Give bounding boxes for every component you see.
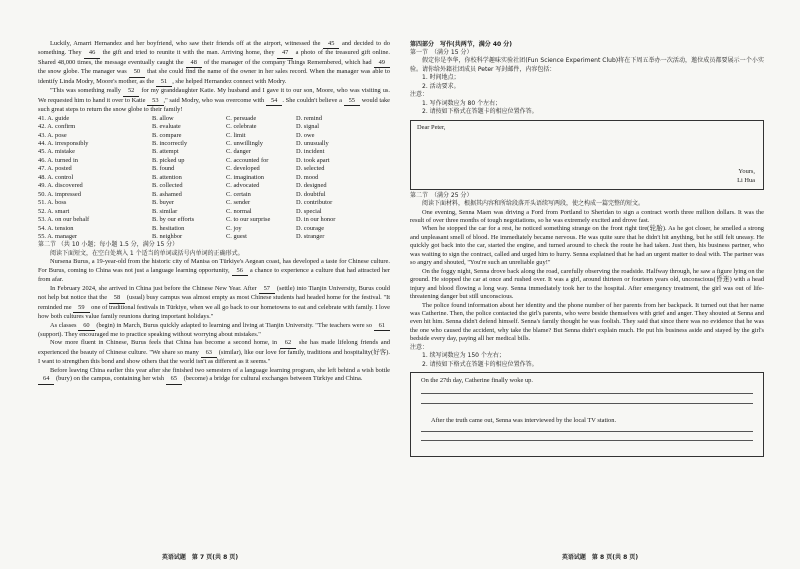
grammar-paragraph-5: Before leaving China earlier this year after she finished two semesters of a language learning program, she left behind a wish bottle 64 (bury) on the campus, containing her wish 65 (become) a bridge for cultural exchanges between Türkiye and China. [38, 367, 390, 385]
blank-58[interactable]: 58 [109, 294, 125, 303]
option-choice[interactable]: B. neighbor [152, 232, 183, 240]
option-number: 48. A. control [38, 173, 74, 181]
grammar-paragraph-1: Nursena Burus, a 19-year-old from the historic city of Manisa on Türkiye's Aegean coast, has developed a taste for Chinese culture. For Burus, coming to China was not just a language learning opportunity, 56 a chance to experience a culture that had attracted her from afar. [38, 258, 390, 284]
option-choice[interactable]: B. similar [152, 207, 178, 215]
option-choice[interactable]: B. allow [152, 114, 174, 122]
option-choice[interactable]: C. to our surprise [226, 216, 271, 224]
option-choice[interactable]: D. mood [296, 173, 319, 181]
option-number: 54. A. tension [38, 224, 74, 232]
option-choice[interactable]: B. found [152, 165, 175, 173]
cloze-paragraph-2: "This was something really 52 for my granddaughter Katie. My husband and I gave it to our son, Moore, who was visiting us. We requested him to hand it over to Katie 53 ," said Modry, who was overcome with 54 . She couldn't believe a 55 would take such great steps to return the snow globe to their family! [38, 87, 391, 114]
grammar-paragraph-2: In February 2024, she arrived in China just before the Chinese New Year. After 57 (settle) into Tianjin University, Burus could not help but notice that the 58 (usual) busy campus was almost empty as most Chinese students had headed home for the festival. "It reminded me 59 one of traditional festivals in Türkiye, when we all go back to our hometowns to eat and celebrate with family. I love how both cultures value family reunions during important holidays." [38, 284, 391, 321]
letter-signoff [737, 167, 755, 185]
grammar-paragraph-3: As classes 60 (begin) in March, Burus quickly adapted to learning and living at Tianjin University. "The teachers were so 61 (support). They encouraged me to practice speaking without worrying about mistakes." [38, 322, 390, 340]
section2-instructions: 阅读下面短文，在空白处填入 1 个适当的单词或括号内单词的正确形式。 [50, 249, 244, 257]
option-choice[interactable]: D. remind [296, 114, 322, 122]
section2-title: 第二节 （共 10 小题；每小题 1.5 分，满分 15 分） [38, 241, 179, 249]
section1-note-label: 注意： [410, 91, 429, 99]
blank-45[interactable]: 45 [323, 40, 339, 49]
story-paragraph-2: When he stopped the car for a rest, he noticed something strange on the front right tire(轮胎). As he got closer, he smelled a strong and unpleasant smell of blood. He immediately became nervous. He was quite sure that he didn't hit anything, but he still felt uneasy. He quickly got back into the car, started the engine, and turned around to check the route he had taken. Just then, his business partner, who was waiting to sign the contract, called and urged him to hurry. Senna explained that he had an urgent matter to deal with. The partner was so angry and shouted, "You're such an unreliable guy!" [410, 225, 764, 267]
option-choice[interactable]: C. limit [226, 131, 246, 139]
cloze-paragraph-1: Luckily, Amarri Hernandez and her boyfriend, who saw their friends off at the airport, witnessed the 45 and decided to do something. They 46 the gift and tried to reunite it with the man. Arriving home, they 47 a photo of the treasured gift online. Shared 48,000 times, the message eventually caught the 48 of the manager of the company Things Remembered, which had 49 the snow globe. The manager was 50 that she could find the name of the owner in her sales record. When the manager was able to identify Linda Modry, Moore's mother, as the 51 , she helped Hernandez connect with Modry. [38, 40, 390, 87]
story-paragraph-1: One evening, Senna Maen was driving a Ford from Portland to Sheridan to sign a contract worth three million dollars. It was the result of over three months of tough negotiations, so he was extremely excited and drove fast. [410, 208, 764, 224]
option-choice[interactable]: D. doubtful [296, 190, 326, 198]
letter-greeting: Dear Peter, [417, 123, 446, 131]
blank-53[interactable]: 53 [147, 97, 163, 106]
option-choice[interactable]: D. incident [296, 148, 325, 156]
option-choice[interactable]: C. danger [226, 148, 251, 156]
blank-60[interactable]: 60 [78, 322, 94, 331]
story-paragraph-3: On the foggy night, Senna drove back along the road, carefully observing the roadside. Halfway through, he saw a figure lying on the ground. He stopped the car at once and rushed over. It was a girl, around thirteen or fourteen years old, unconscious(昏迷) with a head injury and blood flowing a long way. Senna immediately took her to the hospital. After emergency treatment, the girl was out of life-threatening danger but still unconscious. [410, 267, 764, 301]
writing-line [421, 440, 753, 441]
option-number: 53. A. on our behalf [38, 216, 90, 224]
blank-52[interactable]: 52 [123, 87, 139, 96]
section1-item-1: 1. 时间地点； [422, 74, 460, 82]
blank-46[interactable]: 46 [84, 49, 100, 58]
option-choice[interactable]: C. advocated [226, 182, 260, 190]
option-choice[interactable]: D. took apart [296, 156, 330, 164]
option-choice[interactable]: B. hesitation [152, 224, 185, 232]
option-choice[interactable]: D. special [296, 207, 322, 215]
option-choice[interactable]: D. in our honor [296, 216, 336, 224]
blank-47[interactable]: 47 [277, 49, 293, 58]
blank-50[interactable]: 50 [129, 68, 145, 77]
story-paragraph-4: The police found information about her identity and the phone number of her parents from her backpack. It turned out that her name was Catherine. Then, the police contacted the girl's parents, who were beside themselves with grief and anger. They shouted at Senna and even hit him. Senna didn't defend himself. Senna's family thought he was foolish. They said that since there was no evidence that he was the one who caused the accident, why take the blame? But Senna didn't explain much. He put his business aside and stayed by the girl's bedside every day, paying all her medical bills. [410, 301, 764, 343]
letter-closing: Yours, [738, 167, 755, 175]
option-choice[interactable]: D. contributor [296, 199, 333, 207]
option-number: 55. A. manager [38, 232, 78, 240]
option-choice[interactable]: B. picked up [152, 156, 185, 164]
option-choice[interactable]: B. buyer [152, 199, 175, 207]
option-number: 50. A. impressed [38, 190, 81, 198]
option-choice[interactable]: D. designed [296, 182, 327, 190]
blank-63[interactable]: 63 [201, 349, 217, 358]
writing-line [421, 403, 753, 404]
option-number: 43. A. pose [38, 131, 67, 139]
blank-55[interactable]: 55 [344, 97, 360, 106]
letter-signature: Li Hua [737, 176, 755, 184]
option-choice[interactable]: C. developed [226, 165, 260, 173]
section1-note-2: 2. 请按如下格式在答题卡的相应位置作答。 [422, 108, 538, 116]
option-choice[interactable]: D. selected [296, 165, 325, 173]
writing-line [421, 431, 753, 432]
option-number: 42. A. confirm [38, 123, 76, 131]
section2-note-label: 注意： [410, 343, 429, 351]
grammar-paragraph-4: Now more fluent in Chinese, Burus feels that China has become a second home, in 62 she has made lifelong friends and experienced the beauty of Chinese culture. "We share so many 63 (similar), like our love for family, traditions and hospitality(好客). I want to strengthen this bond and show others that the world isn't as different as it seems." [38, 339, 390, 366]
section2-note-2: 2. 请按如下格式在答题卡的相应位置作答。 [422, 360, 538, 368]
option-choice[interactable]: B. ashamed [152, 190, 182, 198]
option-number: 49. A. discovered [38, 182, 83, 190]
blank-64[interactable]: 64 [38, 375, 54, 384]
options-grid [38, 115, 390, 242]
section1-prompt: 假定你是李华，你校科学趣味实验社团(Fun Science Experiment Club)将在下周五举办一次活动，邀位成员都要展示一个小实验。请你给外籍社团成员 Peter 写封邮件，内容包括： [410, 57, 764, 73]
blank-48[interactable]: 48 [186, 59, 202, 68]
blank-62[interactable]: 62 [280, 339, 296, 348]
option-choice[interactable]: B. evaluate [152, 123, 181, 131]
right-page [400, 0, 800, 569]
page-footer-right: 英语试题 第 8 页(共 8 页) [561, 554, 639, 561]
option-number: 51. A. boss [38, 199, 67, 207]
option-choice[interactable]: C. accounted for [226, 156, 269, 164]
writing-line [421, 393, 753, 394]
option-choice[interactable]: D. unusually [296, 139, 329, 147]
section2-prompt: 阅读下面材料，根据其内容和所给段落开头语续写两段，使之构成一篇完整的短文。 [422, 200, 645, 208]
option-choice[interactable]: D. owe [296, 131, 315, 139]
option-number: 47. A. posted [38, 165, 72, 173]
continuation-answer-box[interactable] [410, 372, 764, 457]
option-choice[interactable]: C. sender [226, 199, 251, 207]
option-choice[interactable]: C. certain [226, 190, 251, 198]
option-choice[interactable]: B. by our efforts [152, 216, 195, 224]
option-choice[interactable]: B. collected [152, 182, 183, 190]
section1-title: 第一节 （满分 15 分） [410, 49, 473, 56]
option-choice[interactable]: B. incorrectly [152, 139, 188, 147]
option-choice[interactable]: C. normal [226, 207, 252, 215]
option-number: 41. A. guide [38, 114, 70, 122]
section2-note-1: 1. 续写词数应为 150 个左右； [422, 352, 505, 360]
option-choice[interactable]: B. compare [152, 131, 182, 139]
option-number: 52. A. smart [38, 207, 70, 215]
option-number: 46. A. turned in [38, 156, 78, 164]
blank-51[interactable]: 51 [156, 78, 172, 87]
option-choice[interactable]: C. guest [226, 232, 247, 240]
option-choice[interactable]: B. attempt [152, 148, 179, 156]
option-choice[interactable]: B. attention [152, 173, 182, 181]
blank-54[interactable]: 54 [266, 97, 282, 106]
blank-49[interactable]: 49 [374, 59, 390, 68]
option-choice[interactable]: C. imagination [226, 173, 264, 181]
continuation-opening-2: After the truth came out, Senna was interviewed by the local TV station. [431, 417, 617, 425]
option-choice[interactable]: C. persuade [226, 114, 257, 122]
option-choice[interactable]: C. joy [226, 224, 242, 232]
option-choice[interactable]: D. stranger [296, 232, 325, 240]
section2-title-right: 第二节 （满分 25 分） [410, 191, 473, 199]
blank-65[interactable]: 65 [166, 375, 182, 384]
section1-note-1: 1. 写作词数应为 80 个左右； [422, 99, 502, 107]
blank-59[interactable]: 59 [73, 304, 89, 313]
section1-item-2: 2. 活动要求。 [422, 82, 460, 90]
option-choice[interactable]: C. celebrate [226, 123, 257, 131]
option-choice[interactable]: D. courage [296, 224, 325, 232]
blank-61[interactable]: 61 [374, 322, 390, 331]
continuation-opening-1: On the 27th day, Catherine finally woke up. [421, 377, 533, 385]
blank-56[interactable]: 56 [232, 267, 248, 276]
part4-title: 第四部分 写作(共两节，满分 40 分) [410, 41, 513, 48]
blank-57[interactable]: 57 [259, 285, 275, 294]
option-choice[interactable]: C. unwillingly [226, 139, 263, 147]
option-number: 45. A. mistake [38, 148, 75, 156]
option-number: 44. A. irresponsibly [38, 139, 89, 147]
option-choice[interactable]: D. signal [296, 123, 320, 131]
page-footer-left: 英语试题 第 7 页(共 8 页) [161, 554, 239, 561]
letter-answer-box[interactable] [410, 120, 764, 190]
